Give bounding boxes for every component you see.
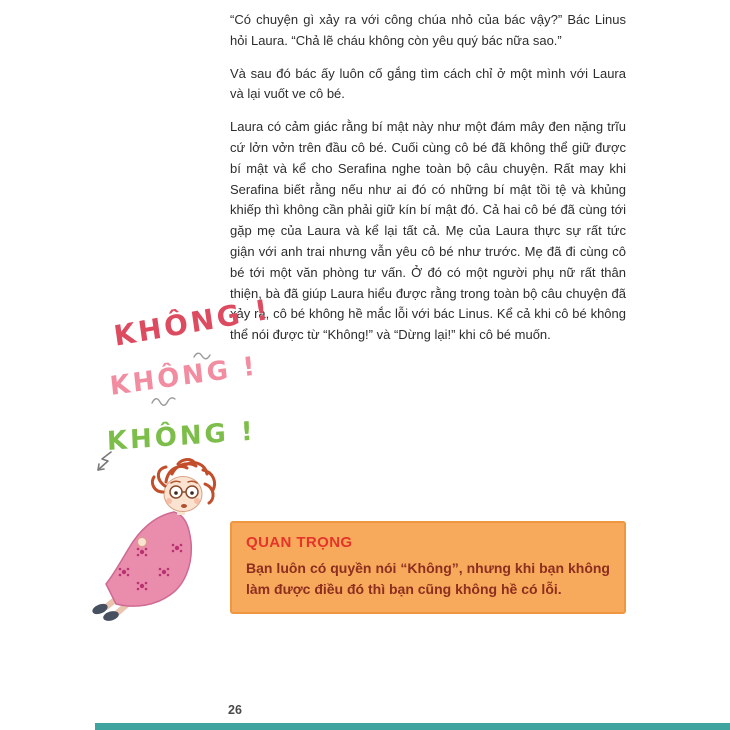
footer-accent-bar xyxy=(95,723,730,730)
squiggle-icon xyxy=(192,349,212,361)
squiggle-icon xyxy=(150,394,178,408)
paragraph: “Có chuyện gì xảy ra với công chúa nhỏ của bác vậy?” Bác Linus hỏi Laura. “Chả lẽ cháu không còn yêu quý bác nữa sao.” xyxy=(230,12,626,48)
callout-body: Bạn luôn có quyền nói “Không”, nhưng khi bạn không làm được điều đó thì bạn cũng không hề có lỗi. xyxy=(246,560,610,597)
paragraph: Laura có cảm giác rằng bí mật này như một đám mây đen nặng trĩu cứ lởn vởn trên đầu cô bé. Cuối cùng cô bé đã không thể giữ được bí mật và kể cho Serafina nghe toàn bộ câu chuyện. Rất may khi Serafina biết rằng nếu như ai đó có những bí mật tồi tệ và khủng khiếp thì không cần phải giữ kín bí mật đó. Cả hai cô bé đã cùng tới gặp mẹ của Laura và kể lại tất cả. Mẹ của Laura thực sự rất tức giận với anh trai nhưng vẫn yêu cô bé như trước. Mẹ đã đi cùng cô bé tới một văn phòng tư vấn. Ở đó có một người phụ nữ rất thân thiện, bà đã giúp Laura hiểu được rằng trong toàn bộ câu chuyện đã xảy ra, cô bé không hề mắc lỗi với bác Linus. Kể cả khi cô bé không thể nói được từ “Không!” và “Dừng lại!” khi cô bé muốn. xyxy=(230,119,626,343)
khong-exclamation-1: KHÔNG ! xyxy=(111,292,273,353)
page-number: 26 xyxy=(228,703,242,717)
important-callout xyxy=(230,521,626,614)
khong-exclamation-3: KHÔNG ! xyxy=(106,416,257,457)
story-text-column xyxy=(230,10,626,358)
khong-exclamation-2: KHÔNG ! xyxy=(108,351,260,402)
girl-illustration xyxy=(84,456,239,621)
callout-title: QUAN TRỌNG xyxy=(246,534,353,551)
paragraph: Và sau đó bác ấy luôn cố gắng tìm cách chỉ ở một mình với Laura và lại vuốt ve cô bé. xyxy=(230,65,626,102)
